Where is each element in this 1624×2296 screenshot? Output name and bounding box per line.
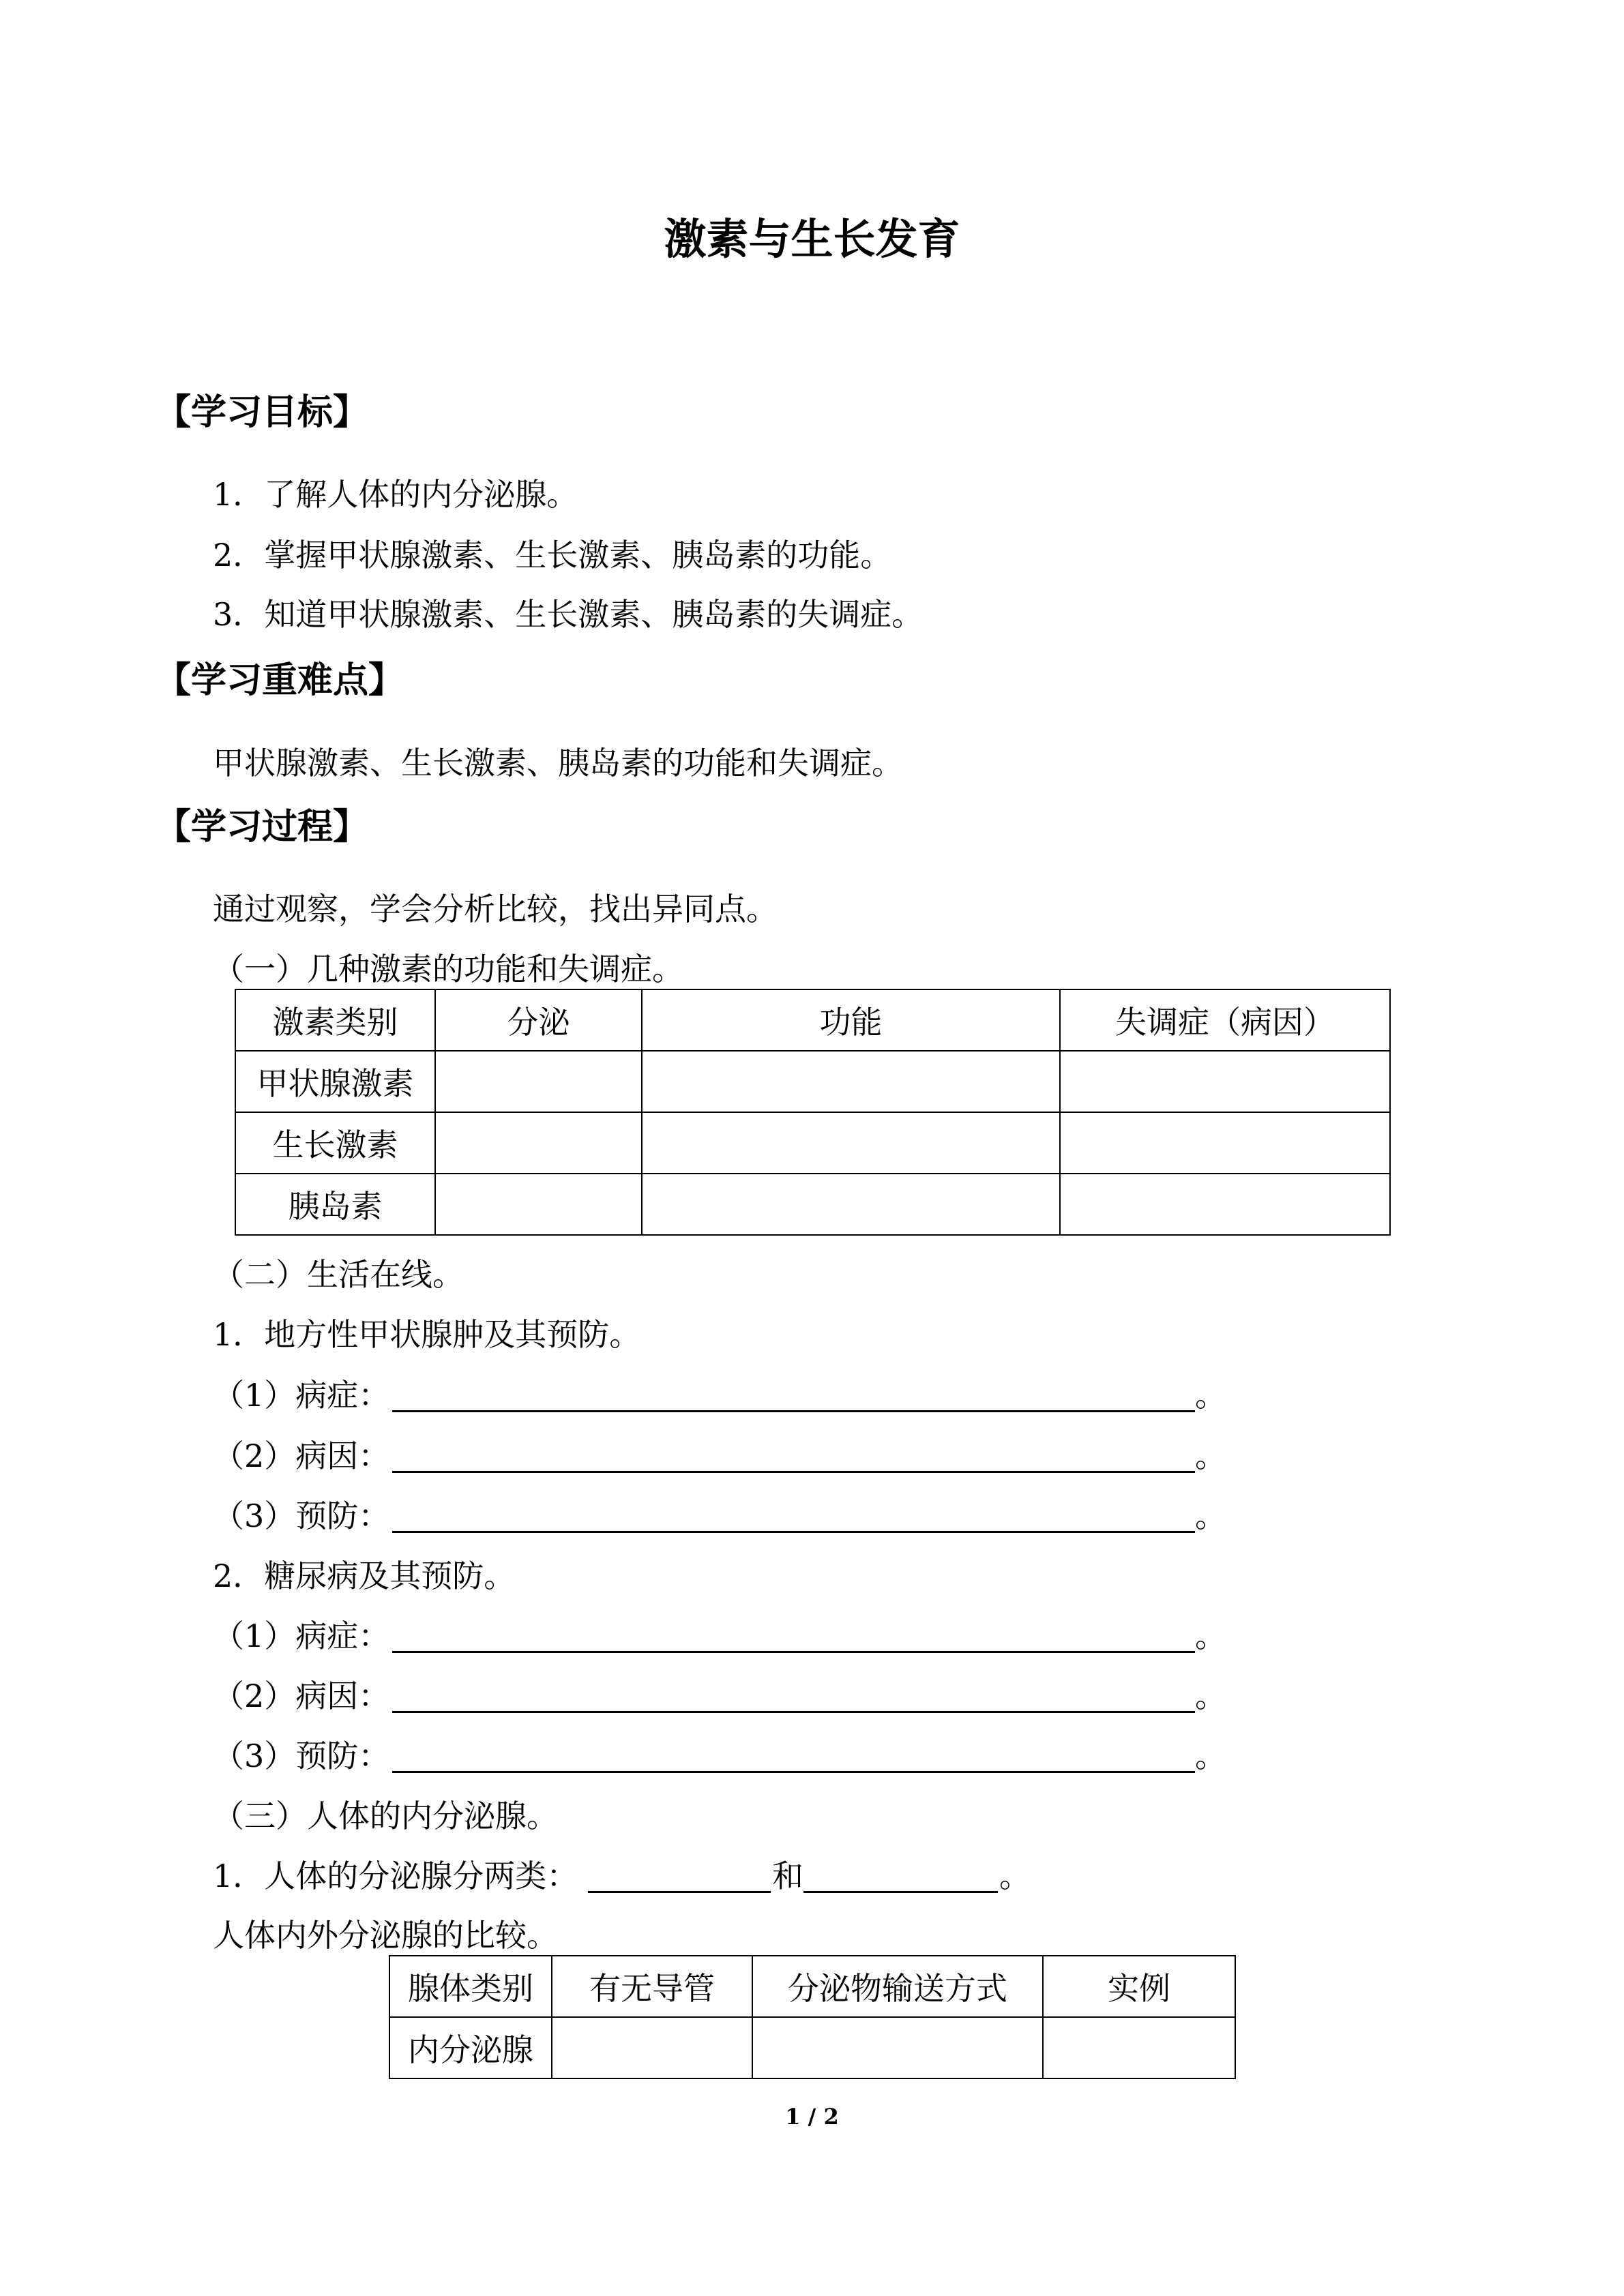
key-points-text: 甲状腺激素、生长激素、胰岛素的功能和失调症。 <box>213 745 903 781</box>
period: 。 <box>1195 1617 1226 1654</box>
table-cell[interactable] <box>1060 1174 1390 1235</box>
table-cell[interactable] <box>642 1051 1060 1112</box>
goiter-cause-blank[interactable] <box>392 1471 1195 1473</box>
table-cell[interactable] <box>435 1112 642 1174</box>
diabetes-symptom-blank[interactable] <box>392 1651 1195 1653</box>
gland-type-blank-2[interactable] <box>803 1891 998 1893</box>
gland-comparison-title: 人体内外分泌腺的比较。 <box>213 1917 558 1954</box>
process-intro: 通过观察，学会分析比较，找出异同点。 <box>213 891 778 927</box>
diabetes-cause-label: （2）病因： <box>213 1678 390 1714</box>
table-header-row <box>235 989 1390 1051</box>
section-heading-process: 【学习过程】 <box>156 807 369 848</box>
table-header-cell: 分泌物输送方式 <box>752 1956 1043 2017</box>
objective-item-3: 3．知道甲状腺激素、生长激素、胰岛素的失调症。 <box>213 596 924 633</box>
section-heading-key-points: 【学习重难点】 <box>156 660 404 701</box>
table-row-label: 胰岛素 <box>235 1174 435 1235</box>
gland-types-and: 和 <box>772 1858 803 1894</box>
period: 。 <box>999 1858 1031 1894</box>
part3-title: （三）人体的内分泌腺。 <box>213 1798 558 1834</box>
period: 。 <box>1195 1497 1226 1534</box>
table-header-cell: 腺体类别 <box>389 1956 552 2017</box>
table-cell[interactable] <box>435 1174 642 1235</box>
gland-type-blank-1[interactable] <box>588 1891 771 1893</box>
table-cell[interactable] <box>1060 1112 1390 1174</box>
part1-title: （一）几种激素的功能和失调症。 <box>213 951 683 987</box>
table-row-label: 生长激素 <box>235 1112 435 1174</box>
goiter-symptom-label: （1）病症： <box>213 1377 390 1414</box>
table-header-cell: 激素类别 <box>235 989 435 1051</box>
period: 。 <box>1195 1738 1226 1774</box>
table-cell[interactable] <box>1043 2017 1235 2078</box>
diabetes-question-title: 2．糖尿病及其预防。 <box>213 1557 516 1594</box>
table-header-cell: 分泌 <box>435 989 642 1051</box>
table-header-cell: 有无导管 <box>552 1956 752 2017</box>
diabetes-prevention-label: （3）预防： <box>213 1738 390 1774</box>
diabetes-cause-blank[interactable] <box>392 1711 1195 1713</box>
objective-item-2: 2．掌握甲状腺激素、生长激素、胰岛素的功能。 <box>213 537 892 573</box>
table-header-row <box>389 1956 1235 2017</box>
table-cell[interactable] <box>1060 1051 1390 1112</box>
diabetes-prevention-blank[interactable] <box>392 1771 1195 1773</box>
diabetes-symptom-label: （1）病症： <box>213 1617 390 1654</box>
table-cell[interactable] <box>642 1112 1060 1174</box>
page-title: 激素与生长发育 <box>664 214 960 264</box>
table-row-label: 内分泌腺 <box>389 2017 552 2078</box>
table-row <box>389 2017 1235 2078</box>
hormone-table <box>235 989 1391 1236</box>
goiter-question-title: 1．地方性甲状腺肿及其预防。 <box>213 1316 641 1353</box>
table-row-label: 甲状腺激素 <box>235 1051 435 1112</box>
table-row <box>235 1051 1390 1112</box>
table-row <box>235 1174 1390 1235</box>
goiter-prevention-blank[interactable] <box>392 1531 1195 1533</box>
period: 。 <box>1195 1678 1226 1714</box>
goiter-cause-label: （2）病因： <box>213 1437 390 1474</box>
table-header-cell: 功能 <box>642 989 1060 1051</box>
table-cell[interactable] <box>435 1051 642 1112</box>
table-cell[interactable] <box>642 1174 1060 1235</box>
table-cell[interactable] <box>552 2017 752 2078</box>
period: 。 <box>1195 1437 1226 1474</box>
table-header-cell: 失调症（病因） <box>1060 989 1390 1051</box>
period: 。 <box>1195 1377 1226 1414</box>
section-heading-objectives: 【学习目标】 <box>156 392 369 433</box>
objective-item-1: 1．了解人体的内分泌腺。 <box>213 476 578 513</box>
gland-comparison-table <box>389 1955 1236 2079</box>
page-number: 1 / 2 <box>785 2104 839 2130</box>
goiter-prevention-label: （3）预防： <box>213 1497 390 1534</box>
table-row <box>235 1112 1390 1174</box>
goiter-symptom-blank[interactable] <box>392 1410 1195 1412</box>
part2-title: （二）生活在线。 <box>213 1256 464 1293</box>
table-header-cell: 实例 <box>1043 1956 1235 2017</box>
gland-types-question: 1．人体的分泌腺分两类： <box>213 1858 578 1894</box>
table-cell[interactable] <box>752 2017 1043 2078</box>
